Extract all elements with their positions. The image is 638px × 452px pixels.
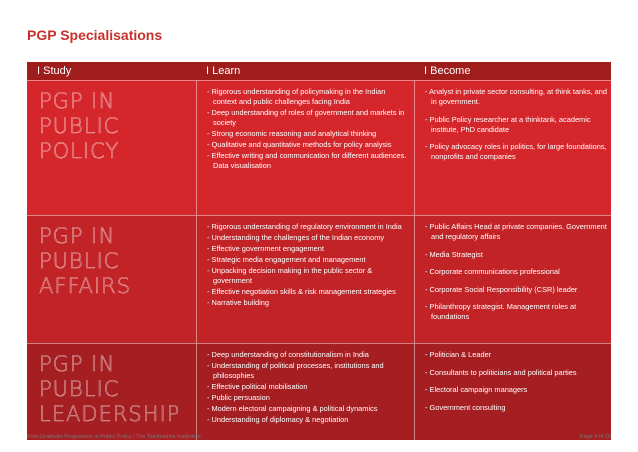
list-item: - Strong economic reasoning and analytical thinking: [207, 129, 377, 138]
list-item: - Rigorous understanding of policymaking in the Indian context and public challenges facing India: [207, 87, 386, 106]
header-become: I Become: [424, 65, 471, 77]
programme-name: PGP IN PUBLIC AFFAIRS: [39, 224, 132, 298]
list-item: - Narrative building: [207, 298, 270, 307]
programme-name: PGP IN PUBLIC LEADERSHIP: [39, 352, 181, 426]
list-item: - Understanding of diplomacy & negotiation: [207, 415, 349, 424]
list-item: - Public Policy researcher at a thinktank, academic institute, PhD candidate: [425, 114, 591, 134]
footer-left: Post-Graduate Programme in Public Policy | The Takshashila Institution: [27, 434, 201, 440]
page-number: Page 4 of 16: [579, 434, 611, 440]
specialisations-table: [27, 62, 611, 440]
list-item: - Government consulting: [425, 402, 506, 412]
list-item: - Media Strategist: [425, 249, 483, 259]
list-item: - Understanding of political processes, institutions and philosophies: [207, 361, 384, 380]
list-item: - Effective writing and communication for different audiences. Data visualisation: [207, 151, 407, 170]
list-item: - Effective negotiation skills & risk management strategies: [207, 287, 396, 296]
list-item: - Corporate Social Responsibility (CSR) leader: [425, 284, 578, 294]
page-title: PGP Specialisations: [27, 27, 163, 43]
become-list: [414, 344, 611, 440]
list-item: - Analyst in private sector consulting, at think tanks, and in government.: [425, 87, 607, 106]
become-list: [414, 216, 611, 343]
table-header: [27, 62, 611, 80]
learn-list: [196, 216, 414, 343]
list-item: - Effective political mobilisation: [207, 382, 308, 391]
list-item: - Politician & Leader: [425, 350, 492, 359]
list-item: - Deep understanding of constitutionalism in India: [207, 350, 369, 359]
programme-name: PGP IN PUBLIC POLICY: [39, 89, 120, 163]
list-item: - Deep understanding of roles of government and markets in society: [207, 108, 405, 127]
list-item: - Unpacking decision making in the public sector & government: [207, 266, 373, 285]
list-item: - Corporate communications professional: [425, 267, 560, 276]
table-row: [27, 215, 611, 343]
list-item: - Rigorous understanding of regulatory environment in India: [207, 222, 402, 231]
list-item: - Consultants to politicians and political parties: [425, 367, 577, 377]
list-item: - Modern electoral campaigning & political dynamics: [207, 404, 378, 413]
list-item: - Effective government engagement: [207, 244, 324, 253]
list-item: - Strategic media engagement and management: [207, 255, 366, 264]
learn-list: [196, 81, 414, 215]
list-item: - Public Affairs Head at private companies. Government and regulatory affairs: [425, 222, 607, 241]
learn-list: [196, 344, 414, 440]
list-item: - Understanding the challenges of the Indian economy: [207, 233, 385, 242]
list-item: - Philanthropy strategist. Management roles at foundations: [425, 302, 577, 321]
become-list: [414, 81, 611, 215]
table-row: [27, 343, 611, 440]
list-item: - Electoral campaign managers: [425, 385, 528, 394]
list-item: - Qualitative and quantitative methods for policy analysis: [207, 140, 392, 149]
header-learn: I Learn: [206, 65, 241, 77]
header-study: I Study: [37, 65, 72, 77]
list-item: - Policy advocacy roles in politics, for large foundations, nonprofits and companies: [425, 142, 607, 161]
list-item: - Public persuasion: [207, 393, 270, 402]
table-row: [27, 80, 611, 215]
